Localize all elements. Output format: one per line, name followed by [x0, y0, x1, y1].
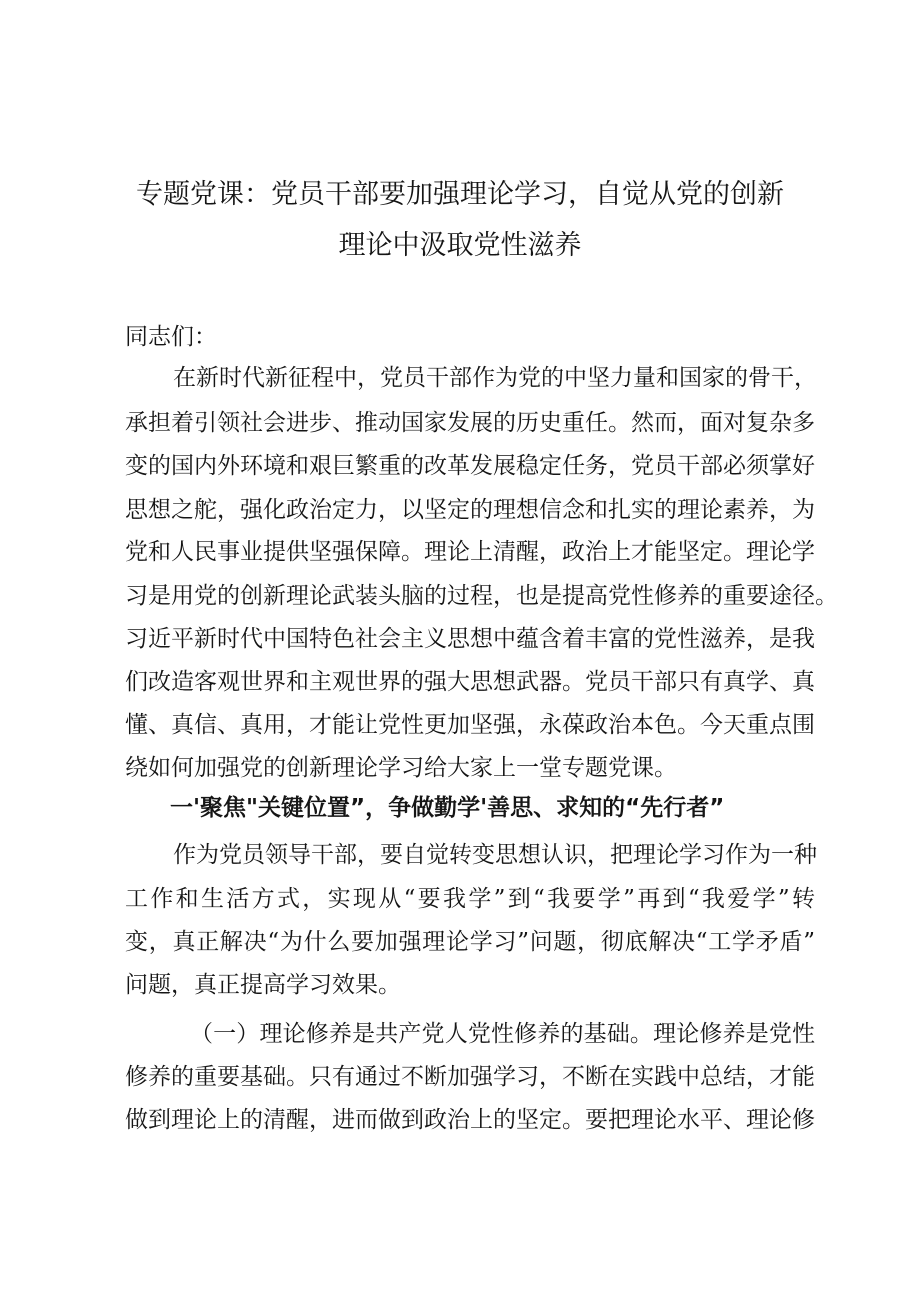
subsection-line: 做到理论上的清醒，进而做到政治上的坚定。要把理论水平、理论修 — [125, 1107, 815, 1133]
intro-line: 习近平新时代中国特色社会主义思想中蕴含着丰富的党性滋养，是我 — [125, 626, 815, 652]
salutation: 同志们： — [125, 324, 217, 350]
intro-line: 党和人民事业提供坚强保障。理论上清醒，政治上才能坚定。理论学 — [125, 539, 815, 565]
intro-line: 习是用党的创新理论武装头脑的过程，也是提高党性修养的重要途径。 — [125, 583, 838, 609]
intro-line: 绕如何加强党的创新理论学习给大家上一堂专题党课。 — [125, 755, 677, 781]
subsection-line: （一）理论修养是共产党人党性修养的基础。理论修养是党性 — [190, 1021, 815, 1047]
intro-line: 变的国内外环境和艰巨繁重的改革发展稳定任务，党员干部必须掌好 — [125, 453, 815, 479]
section-line: 作为党员领导干部，要自觉转变思想认识，把理论学习作为一种 — [173, 842, 817, 868]
section-line: 变，真正解决“为什么要加强理论学习”问题，彻底解决“工学矛盾” — [125, 929, 815, 955]
intro-line: 思想之舵，强化政治定力，以坚定的理想信念和扎实的理论素养，为 — [125, 497, 815, 523]
intro-line: 们改造客观世界和主观世界的强大思想武器。党员干部只有真学、真 — [125, 669, 815, 695]
subsection-line: 修养的重要基础。只有通过不断加强学习，不断在实践中总结，才能 — [125, 1064, 815, 1090]
section-line: 问题，真正提高学习效果。 — [125, 972, 401, 998]
section-heading: 一'聚焦"关键位置”，争做勤学'善思、求知的“先行者” — [170, 795, 725, 821]
intro-line: 懂、真信、真用，才能让党性更加坚强，永葆政治本色。今天重点围 — [125, 712, 815, 738]
intro-line: 承担着引领社会进步、推动国家发展的历史重任。然而，面对复杂多 — [125, 410, 815, 436]
intro-line: 在新时代新征程中，党员干部作为党的中坚力量和国家的骨干， — [173, 365, 817, 391]
section-line: 工作和生活方式，实现从“要我学”到“我要学”再到“我爱学”转 — [125, 886, 815, 912]
document-title-line-1: 专题党课：党员干部要加强理论学习，自觉从党的创新 — [136, 179, 784, 210]
document-title-line-2: 理论中汲取党性滋养 — [338, 230, 582, 261]
